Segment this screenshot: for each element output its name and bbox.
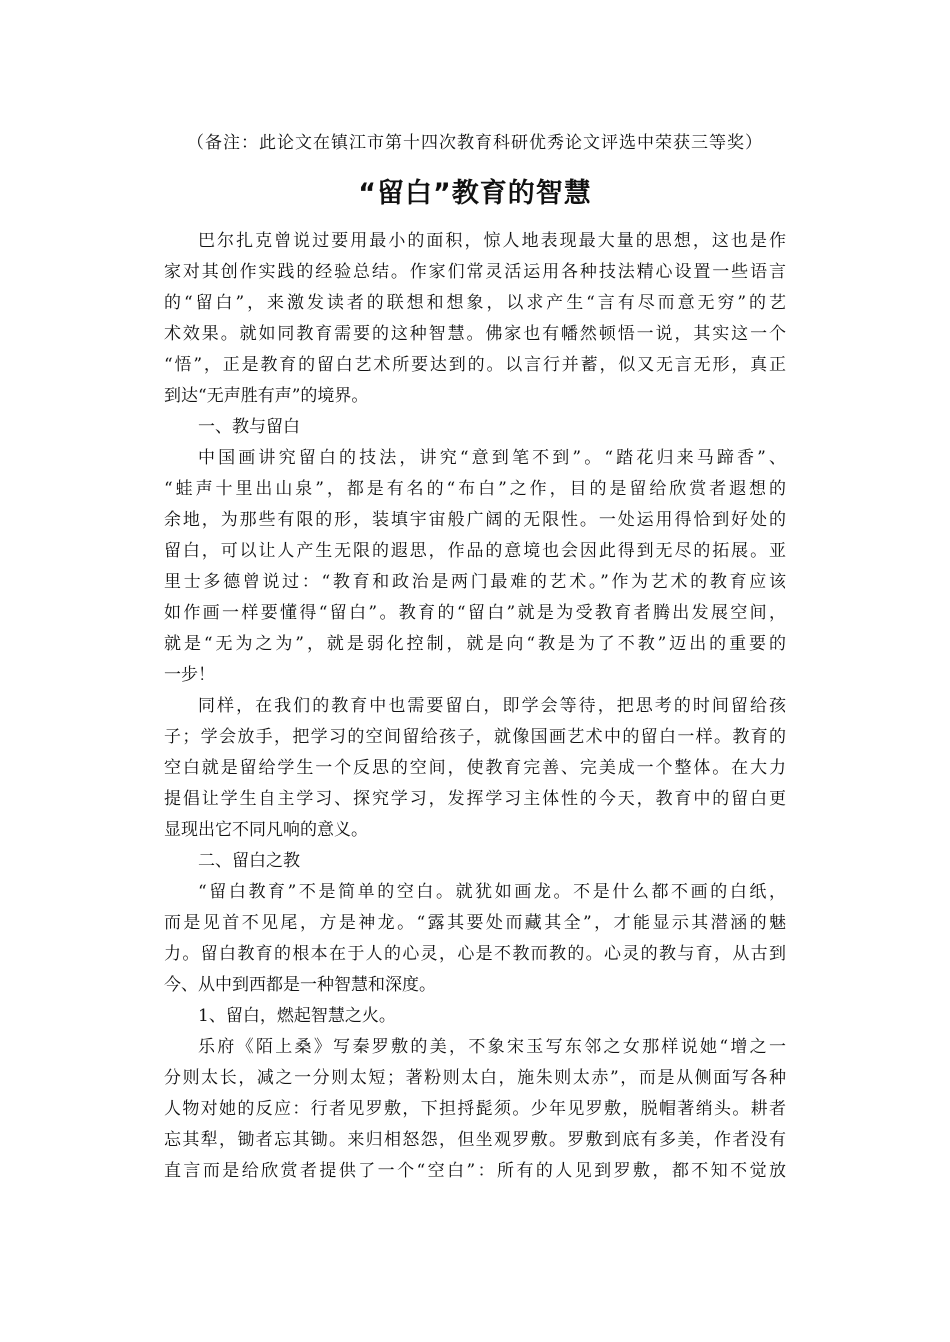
essay-body	[164, 226, 786, 1187]
paragraph-line: 分则太长，减之一分则太短；著粉则太白，施朱则太赤”，而是从侧面写各种	[164, 1068, 786, 1088]
paragraph-line: 巴尔扎克曾说过要用最小的面积，惊人地表现最大量的思想，这也是作	[198, 231, 786, 251]
paragraph-line: 留白，可以让人产生无限的遐思，作品的意境也会因此得到无尽的拓展。亚	[164, 541, 786, 561]
paragraph-line: 而是见首不见尾，方是神龙。“露其要处而藏其全”，才能显示其潜涵的魅	[164, 913, 786, 933]
paragraph-line: 力。留白教育的根本在于人的心灵，心是不教而教的。心灵的教与育，从古到	[164, 944, 786, 964]
body-paragraph	[164, 443, 786, 691]
section-heading: 二、留白之教	[198, 851, 300, 871]
paragraph-line: 到达“无声胜有声”的境界。	[164, 386, 369, 406]
body-paragraph	[164, 691, 786, 846]
body-paragraph	[164, 1032, 786, 1187]
paragraph-line: “留白教育”不是简单的空白。就犹如画龙。不是什么都不画的白纸，	[198, 882, 786, 902]
paragraph-line: 的“留白”，来激发读者的联想和想象，以求产生“言有尽而意无穷”的艺	[164, 293, 786, 313]
paragraph-line: 直言而是给欣赏者提供了一个“空白”：所有的人见到罗敷，都不知不觉放	[164, 1161, 786, 1181]
award-note: （备注：此论文在镇江市第十四次教育科研优秀论文评选中荣获三等奖）	[187, 133, 763, 153]
document-page	[164, 126, 786, 1187]
paragraph-line: 术效果。就如同教育需要的这种智慧。佛家也有幡然顿悟一说，其实这一个	[164, 324, 786, 344]
paragraph-line: 忘其犁，锄者忘其锄。来归相怒怨，但坐观罗敷。罗敷到底有多美，作者没有	[164, 1130, 786, 1150]
paragraph-line: 里士多德曾说过：“教育和政治是两门最难的艺术。”作为艺术的教育应该	[164, 572, 786, 592]
paragraph-line: 余地，为那些有限的形，装填宇宙般广阔的无限性。一处运用得恰到好处的	[164, 510, 786, 530]
paragraph-line: “蛙声十里出山泉”，都是有名的“布白”之作，目的是留给欣赏者遐想的	[164, 479, 786, 499]
paragraph-line: 中国画讲究留白的技法，讲究“意到笔不到”。“踏花归来马蹄香”、	[198, 448, 786, 468]
paragraph-line: 就是“无为之为”，就是弱化控制，就是向“教是为了不教”迈出的重要的	[164, 634, 786, 654]
paragraph-line: 人物对她的反应：行者见罗敷，下担捋髭须。少年见罗敷，脱帽著绡头。耕者	[164, 1099, 786, 1119]
paragraph-line: 乐府《陌上桑》写秦罗敷的美，不象宋玉写东邻之女那样说她“增之一	[198, 1037, 786, 1057]
paragraph-line: 同样，在我们的教育中也需要留白，即学会等待，把思考的时间留给孩	[198, 696, 786, 716]
paragraph-line: 显现出它不同凡响的意义。	[164, 820, 368, 840]
body-paragraph	[164, 226, 786, 412]
paragraph-line: 一步！	[164, 665, 215, 685]
paragraph-line: 今、从中到西都是一种智慧和深度。	[164, 975, 436, 995]
paragraph-line: 提倡让学生自主学习、探究学习，发挥学习主体性的今天，教育中的留白更	[164, 789, 786, 809]
paragraph-line: 子；学会放手，把学习的空间留给孩子，就像国画艺术中的留白一样。教育的	[164, 727, 786, 747]
essay-title: “留白”教育的智慧	[358, 178, 592, 209]
paragraph-line: 家对其创作实践的经验总结。作家们常灵活运用各种技法精心设置一些语言	[164, 262, 786, 282]
paragraph-line: “悟”，正是教育的留白艺术所要达到的。以言行并蓄，似又无言无形，真正	[164, 355, 786, 375]
section-heading: 一、教与留白	[198, 417, 300, 437]
paragraph-line: 空白就是留给学生一个反思的空间，使教育完善、完美成一个整体。在大力	[164, 758, 786, 778]
paragraph-line: 如作画一样要懂得“留白”。教育的“留白”就是为受教育者腾出发展空间，	[164, 603, 786, 623]
body-paragraph	[164, 877, 786, 1001]
section-heading: 1、留白，燃起智慧之火。	[198, 1006, 396, 1026]
